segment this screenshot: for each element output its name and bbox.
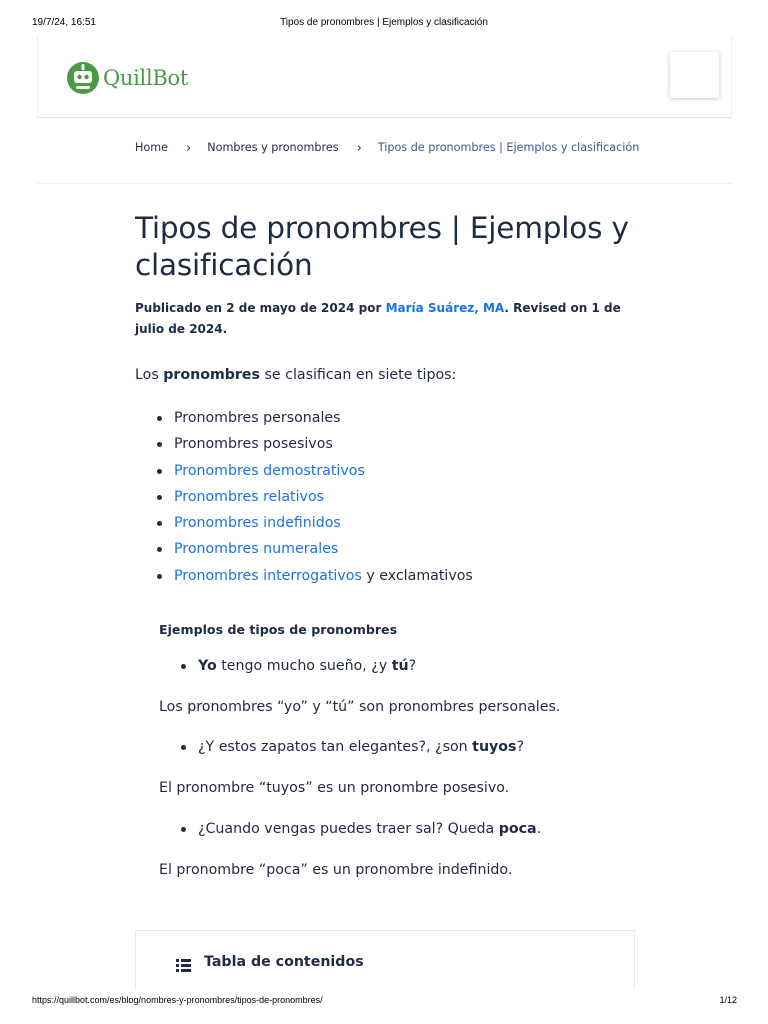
list-item <box>155 405 473 431</box>
table-of-contents[interactable] <box>135 930 635 990</box>
print-page-title: Tipos de pronombres | Ejemplos y clasificación <box>280 17 488 28</box>
article-meta <box>135 298 640 340</box>
type-link[interactable]: Pronombres numerales <box>174 541 339 558</box>
page-title: Tipos de pronombres | Ejemplos y clasificación <box>135 211 629 282</box>
type-suffix: y exclamativos <box>361 567 473 584</box>
type-link[interactable]: Pronombres relativos <box>174 488 325 505</box>
example-note: El pronombre “poca” es un pronombre indefinido. <box>159 862 513 878</box>
logo-link[interactable] <box>66 61 188 95</box>
quillbot-robot-icon <box>66 61 101 95</box>
author-link[interactable]: María Suárez, MA <box>385 301 505 315</box>
intro-keyword: pronombres <box>163 367 260 383</box>
type-link[interactable]: Pronombres indefinidos <box>174 515 341 532</box>
list-item <box>155 484 473 510</box>
example-note: El pronombre “tuyos” es un pronombre posesivo. <box>159 780 510 796</box>
example-note: Los pronombres “yo” y “tú” son pronombres personales. <box>159 699 561 715</box>
pronoun-types-list <box>155 405 473 589</box>
example-item: Yo tengo mucho sueño, ¿y tú? <box>181 656 416 676</box>
list-icon <box>176 957 191 970</box>
header-divider <box>37 183 732 184</box>
examples-heading: Ejemplos de tipos de pronombres <box>159 622 398 637</box>
chevron-right-icon: › <box>356 141 362 156</box>
list-item <box>155 431 473 457</box>
breadcrumb-category[interactable]: Nombres y pronombres <box>207 141 339 154</box>
list-item <box>155 563 473 589</box>
example-item: ¿Cuando vengas puedes traer sal? Queda poca. <box>181 819 541 839</box>
breadcrumb-home[interactable]: Home <box>135 141 169 154</box>
menu-button[interactable] <box>670 52 719 98</box>
revised-date: . Revised on 1 de julio de 2024. <box>135 301 621 336</box>
print-page-number: 1/12 <box>719 995 737 1005</box>
breadcrumb-current[interactable]: Tipos de pronombres | Ejemplos y clasificación <box>377 141 640 154</box>
list-item <box>155 510 473 536</box>
breadcrumb <box>135 140 639 155</box>
list-item <box>155 458 473 484</box>
example-item: ¿Y estos zapatos tan elegantes?, ¿son tuyos? <box>181 737 524 757</box>
type-link[interactable]: Pronombres demostrativos <box>174 462 365 479</box>
print-datetime: 19/7/24, 16:51 <box>32 17 96 28</box>
logo-text: QuillBot <box>103 66 189 90</box>
site-header <box>37 36 732 118</box>
toc-title: Tabla de contenidos <box>204 954 364 970</box>
print-url: https://quillbot.com/es/blog/nombres-y-pronombres/tipos-de-pronombres/ <box>32 995 323 1005</box>
list-item <box>155 536 473 562</box>
intro-paragraph: Los pronombres se clasifican en siete tipos: <box>135 367 457 383</box>
type-text: Pronombres personales <box>174 410 341 426</box>
chevron-right-icon: › <box>186 141 192 156</box>
published-date: Publicado en 2 de mayo de 2024 por <box>135 301 386 315</box>
type-text: Pronombres posesivos <box>174 436 333 453</box>
type-link[interactable]: Pronombres interrogativos <box>174 567 362 584</box>
